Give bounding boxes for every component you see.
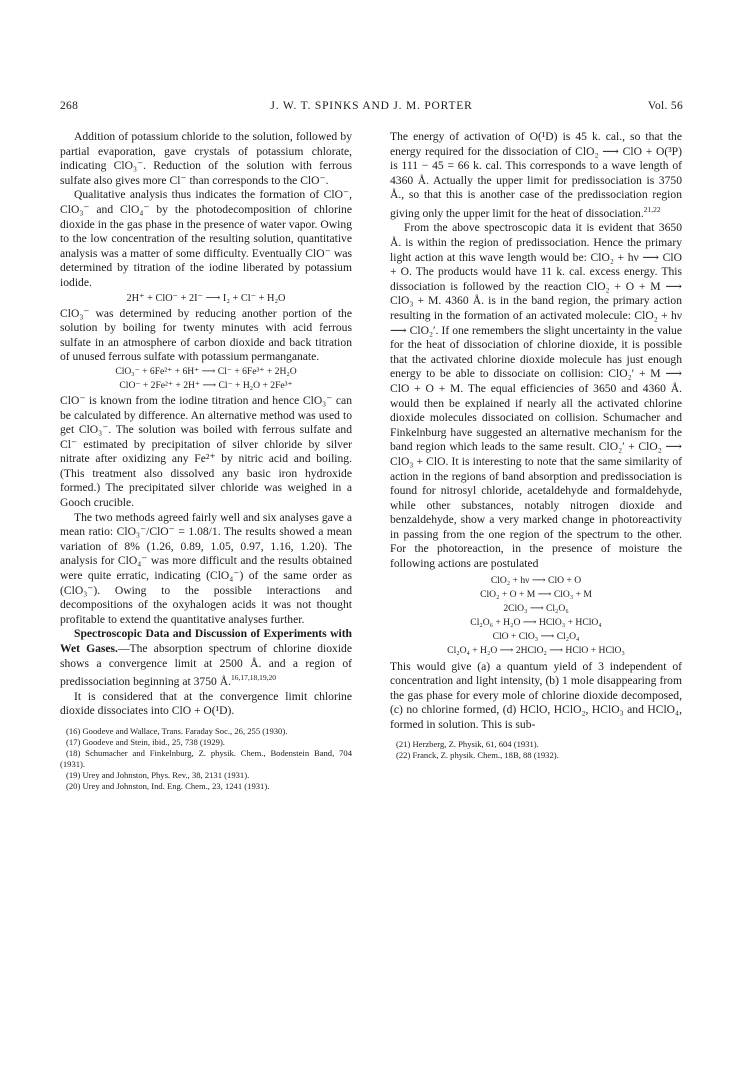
paragraph	[390, 130, 682, 221]
paragraph-text: —The absorption spectrum of chlorine dioxide shows a convergence limit at 2500 Å. and a region of predissociation beginning at 3750 Å.	[60, 642, 352, 689]
footnotes	[390, 739, 682, 761]
equation: ClO⁻ + 2Fe²⁺ + 2H⁺ ⟶ Cl⁻ + H₂O + 2Fe³⁺	[119, 379, 293, 391]
reaction: ClO₂ + hν ⟶ ClO + O	[490, 574, 582, 586]
footnotes	[60, 726, 352, 792]
footnote: (22) Franck, Z. physik. Chem., 18B, 88 (1932).	[396, 749, 559, 760]
reaction: Cl₂O₆ + H₂O ⟶ HClO₃ + HClO₄	[470, 616, 602, 628]
footnote: (17) Goodeve and Stein, ibid., 25, 738 (1929).	[66, 736, 225, 747]
footnote: (18) Schumacher and Finkelnburg, Z. physik. Chem., Bodenstein Band, 704 (1931).	[60, 747, 352, 769]
paragraph: The two methods agreed fairly well and six analyses gave a mean ratio: ClO₃⁻/ClO⁻ = 1.08/1. The results showed a mean variation of 8% (1.26, 0.89, 1.05, 0.97, 1.16, 1.20). The analysis for ClO₄⁻ was more difficult and the results obtained were quite erratic, indicating (ClO₄⁻) of the same order as (ClO₃⁻). Owing to the possible interactions and decompositions of the oxyhalogen acids it was not thought profitable to extend the quantitative analyses further.	[60, 510, 352, 626]
left-column	[60, 130, 352, 792]
reaction: ClO + ClO₃ ⟶ Cl₂O₄	[492, 630, 580, 642]
equation: 2H⁺ + ClO⁻ + 2I⁻ ⟶ I₂ + Cl⁻ + H₂O	[126, 292, 286, 304]
paragraph: From the above spectroscopic data it is evident that 3650 Å. is within the region of predissociation. Hence the primary light action at this wave length would be: ClO₂ + hν ⟶ ClO + O. The products would have 11 k. cal. excess energy. This dissociation is followed by the reaction ClO₂ + O + M ⟶ ClO₃ + M. 4360 Å. is in the band region, the primary action resulting in the formation of an activated molecule: ClO₂ + hν ⟶ ClO₂′. If one remembers the slight uncertainty in the value for the heat of dissociation of chlorine dioxide, it is possible that the activated chlorine dioxide molecule has just enough energy to be able to dissociate on collision: ClO₂′ + M ⟶ ClO + O + M. The equal efficiencies of 3650 and 4360 Å. would then be explained if nearly all the activated chlorine dioxide molecules dissociated on collision. Schumacher and Finkelnburg have suggested an alternative mechanism for the band region which leads to the same result. ClO₂′ + ClO₂ ⟶ ClO₃ + ClO. It is interesting to note that the same similarity of action in the regions of band absorption and predissociation is found for nitrosyl chloride, acetaldehyde and formaldehyde, while other substances, notably nitrogen dioxide and benzaldehyde, show a very marked change in photoreactivity in passing from the one region of the spectrum to the other. For the photoreaction, in the presence of moisture the following actions are postulated	[390, 221, 682, 571]
paragraph: It is considered that at the convergence limit chlorine dioxide dissociates into ClO + O(¹D).	[60, 689, 352, 718]
reaction-list	[390, 575, 682, 657]
footnote: (20) Urey and Johnston, Ind. Eng. Chem., 23, 1241 (1931).	[66, 780, 270, 791]
section-paragraph	[60, 627, 352, 689]
reaction: 2ClO₃ ⟶ Cl₂O₆	[503, 602, 569, 614]
reaction: Cl₂O₄ + H₂O ⟶ 2HClO₂ ⟶ HClO + HClO₃	[447, 644, 625, 656]
paragraph: ClO₃⁻ was determined by reducing another portion of the solution by boiling for twenty minutes with acid ferrous sulfate in an atmosphere of carbon dioxide and back titration of unused ferrous sulfate with potassium permanganate.	[60, 306, 352, 364]
footnote: (16) Goodeve and Wallace, Trans. Faraday Soc., 26, 255 (1930).	[66, 725, 288, 736]
paragraph: ClO⁻ is known from the iodine titration and hence ClO₃⁻ can be calculated by difference. An alternative method was used to get ClO₃⁻. The solution was boiled with ferrous sulfate and Cl⁻ estimated by precipitation of silver chloride by silver nitrate after oxidizing any Fe²⁺ by nitric acid and boiling. (This treatment also dissolved any basic iron hydroxide formed.) The precipitated silver chloride was weighed in a Gooch crucible.	[60, 393, 352, 510]
running-authors: J. W. T. SPINKS AND J. M. PORTER	[270, 100, 473, 112]
paragraph-text: The energy of activation of O(¹D) is 45 k. cal., so that the energy required for the dissociation of ClO₂ ⟶ ClO + O(³P) is 111 − 45 = 66 k. cal. This corresponds to a wave length of 4360 Å. Actually the upper limit for predissociation is 3750 Å., so that this is another case of the predissociation region giving only the upper limit for the heat of dissociation.	[390, 130, 682, 220]
paragraph: This would give (a) a quantum yield of 3 independent of concentration and light intensity, (b) 1 mole disappearing from the gas phase for every mole of chlorine dioxide decomposed, (c) no chlorine formed, (d) HClO, HClO₂, HClO₃ and HClO₄, formed in solution. This is sub-	[390, 659, 682, 732]
reference-markers: 16,17,18,19,20	[230, 673, 276, 683]
reaction: ClO₂ + O + M ⟶ ClO₃ + M	[480, 588, 592, 600]
paragraph: Addition of potassium chloride to the solution, followed by partial evaporation, gave crystals of potassium chlorate, indicating ClO₃⁻. Reduction of the solution with ferrous sulfate also gives more Cl⁻ than corresponds to the ClO⁻.	[60, 130, 352, 187]
page-number: 268	[60, 100, 79, 112]
running-header	[60, 100, 683, 116]
reference-markers: 21,22	[643, 204, 661, 214]
footnote: (19) Urey and Johnston, Phys. Rev., 38, 2131 (1931).	[66, 769, 250, 780]
section-heading: Spectroscopic Data and Discussion of Experiments with Wet Gases.	[60, 627, 352, 655]
volume-label: Vol. 56	[647, 100, 683, 112]
paragraph: Qualitative analysis thus indicates the formation of ClO⁻, ClO₃⁻ and ClO₄⁻ by the photodecomposition of chlorine dioxide in the gas phase in the presence of water vapor. Owing to the low concentration of the resulting solution, quantitative analysis was a matter of some difficulty. Eventually ClO⁻ was determined by titration of the iodine liberated by potassium iodide.	[60, 188, 352, 289]
right-column	[390, 130, 682, 761]
footnote: (21) Herzberg, Z. Physik, 61, 604 (1931).	[396, 738, 539, 749]
equation: ClO₃⁻ + 6Fe²⁺ + 6H⁺ ⟶ Cl⁻ + 6Fe³⁺ + 2H₂O	[115, 365, 297, 377]
